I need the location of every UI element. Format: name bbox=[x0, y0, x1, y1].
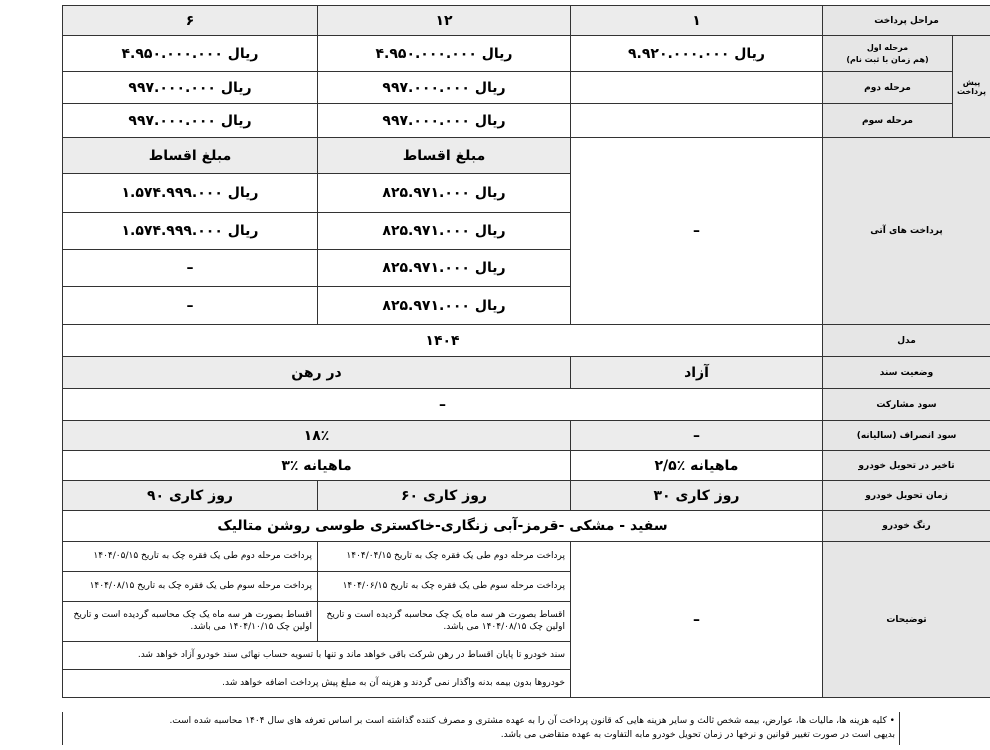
descriptions-label: توضیحات bbox=[823, 542, 990, 698]
first-stage-label bbox=[823, 36, 953, 72]
installment-plan-12-4: ۸۲۵.۹۷۱.۰۰۰ ریال bbox=[318, 287, 571, 325]
model-label: مدل bbox=[823, 325, 990, 357]
second-stage-plan-12: ۹۹۷.۰۰۰.۰۰۰ ریال bbox=[318, 72, 571, 104]
notes-plan-1: – bbox=[571, 542, 823, 698]
first-stage-plan-12: ۴.۹۵۰.۰۰۰.۰۰۰ ریال bbox=[318, 36, 571, 72]
car-color-value: سفید - مشکی -قرمز-آبی زنگاری-خاکستری طوسی روشن متالیک bbox=[63, 511, 823, 542]
second-stage-label: مرحله دوم bbox=[823, 72, 953, 104]
installment-plan-6-2: ۱.۵۷۴.۹۹۹.۰۰۰ ریال bbox=[63, 213, 318, 250]
participation-profit-value: – bbox=[63, 389, 823, 421]
prepayment-label: پیش پرداخت bbox=[953, 36, 990, 138]
installment-plan-6-1: ۱.۵۷۴.۹۹۹.۰۰۰ ریال bbox=[63, 174, 318, 213]
note-shared-2: خودروها بدون بیمه بدنه واگذار نمی گردند و هزینه آن به مبلغ پیش پرداخت اضافه خواهد شد. bbox=[63, 670, 571, 698]
payment-terms-table bbox=[62, 5, 990, 698]
delivery-time-label: زمان تحویل خودرو bbox=[823, 481, 990, 511]
delivery-delay-label: تاخیر در تحویل خودرو bbox=[823, 451, 990, 481]
installment-header-plan-6: مبلغ اقساط bbox=[63, 138, 318, 174]
installment-plan-6-3: – bbox=[63, 250, 318, 287]
delivery-time-plan-6: ۹۰ روز کاری bbox=[63, 481, 318, 511]
model-value: ۱۴۰۴ bbox=[63, 325, 823, 357]
note-shared-1: سند خودرو تا پایان اقساط در رهن شرکت باقی خواهد ماند و تنها با تسویه حساب نهائی سند خودرو آزاد خواهد شد. bbox=[63, 642, 571, 670]
footnotes bbox=[62, 712, 900, 745]
first-stage-label-line1: مرحله اول bbox=[866, 43, 909, 53]
delivery-delay-cash: ۲/۵٪ ماهیانه bbox=[571, 451, 823, 481]
car-color-label: رنگ خودرو bbox=[823, 511, 990, 542]
first-stage-label-line2: (هم زمان با ثبت نام) bbox=[846, 54, 929, 64]
installments-plan-1: – bbox=[571, 138, 823, 325]
participation-profit-label: سود مشارکت bbox=[823, 389, 990, 421]
plan-1-header: ۱ bbox=[571, 6, 823, 36]
second-stage-plan-6: ۹۹۷.۰۰۰.۰۰۰ ریال bbox=[63, 72, 318, 104]
cancellation-profit-cash: – bbox=[571, 421, 823, 451]
third-stage-plan-6: ۹۹۷.۰۰۰.۰۰۰ ریال bbox=[63, 104, 318, 138]
note-plan-6-3: اقساط بصورت هر سه ماه یک چک محاسبه گردیده است و تاریخ اولین چک ۱۴۰۴/۱۰/۱۵ می باشد. bbox=[63, 602, 318, 642]
first-stage-plan-6: ۴.۹۵۰.۰۰۰.۰۰۰ ریال bbox=[63, 36, 318, 72]
first-stage-plan-1: ۹.۹۲۰.۰۰۰.۰۰۰ ریال bbox=[571, 36, 823, 72]
footnote-1: • کلیه هزینه ها، مالیات ها، عوارض، بیمه شخص ثالث و سایر هزینه هایی که قانون پرداخت آن را به عهده مشتری و مصرف کننده گذاشته است بر اساس تعرفه های سال ۱۴۰۴ محاسبه شده است. bbox=[169, 716, 895, 726]
third-stage-plan-12: ۹۹۷.۰۰۰.۰۰۰ ریال bbox=[318, 104, 571, 138]
note-plan-6-2: پرداخت مرحله سوم طی یک فقره چک به تاریخ ۱۴۰۴/۰۸/۱۵ bbox=[63, 572, 318, 602]
plan-12-header: ۱۲ bbox=[318, 6, 571, 36]
installment-plan-12-2: ۸۲۵.۹۷۱.۰۰۰ ریال bbox=[318, 213, 571, 250]
cancellation-profit-label: سود انصراف (سالیانه) bbox=[823, 421, 990, 451]
delivery-time-plan-12: ۶۰ روز کاری bbox=[318, 481, 571, 511]
document-status-mortgaged: در رهن bbox=[63, 357, 571, 389]
cancellation-profit-installment: ۱۸٪ bbox=[63, 421, 571, 451]
note-plan-6-1: پرداخت مرحله دوم طی یک فقره چک به تاریخ ۱۴۰۴/۰۵/۱۵ bbox=[63, 542, 318, 572]
footnote-2: بدیهی است در صورت تغییر قوانین و نرخها در زمان تحویل خودرو مابه التفاوت به عهده متقاضی می باشد. bbox=[500, 730, 895, 741]
note-plan-12-2: پرداخت مرحله سوم طی یک فقره چک به تاریخ ۱۴۰۴/۰۶/۱۵ bbox=[318, 572, 571, 602]
installment-plan-6-4: – bbox=[63, 287, 318, 325]
note-plan-12-3: اقساط بصورت هر سه ماه یک چک محاسبه گردیده است و تاریخ اولین چک ۱۴۰۴/۰۸/۱۵ می باشد. bbox=[318, 602, 571, 642]
installment-plan-12-1: ۸۲۵.۹۷۱.۰۰۰ ریال bbox=[318, 174, 571, 213]
installment-plan-12-3: ۸۲۵.۹۷۱.۰۰۰ ریال bbox=[318, 250, 571, 287]
document-status-label: وضعیت سند bbox=[823, 357, 990, 389]
delivery-delay-installment: ۳٪ ماهیانه bbox=[63, 451, 571, 481]
payment-stages-label: مراحل پرداخت bbox=[823, 6, 990, 36]
delivery-time-plan-1: ۳۰ روز کاری bbox=[571, 481, 823, 511]
plan-6-header: ۶ bbox=[63, 6, 318, 36]
document-status-free: آزاد bbox=[571, 357, 823, 389]
installment-header-plan-12: مبلغ اقساط bbox=[318, 138, 571, 174]
note-plan-12-1: پرداخت مرحله دوم طی یک فقره چک به تاریخ ۱۴۰۴/۰۴/۱۵ bbox=[318, 542, 571, 572]
future-payments-label: پرداخت های آتی bbox=[823, 138, 990, 325]
third-stage-label: مرحله سوم bbox=[823, 104, 953, 138]
